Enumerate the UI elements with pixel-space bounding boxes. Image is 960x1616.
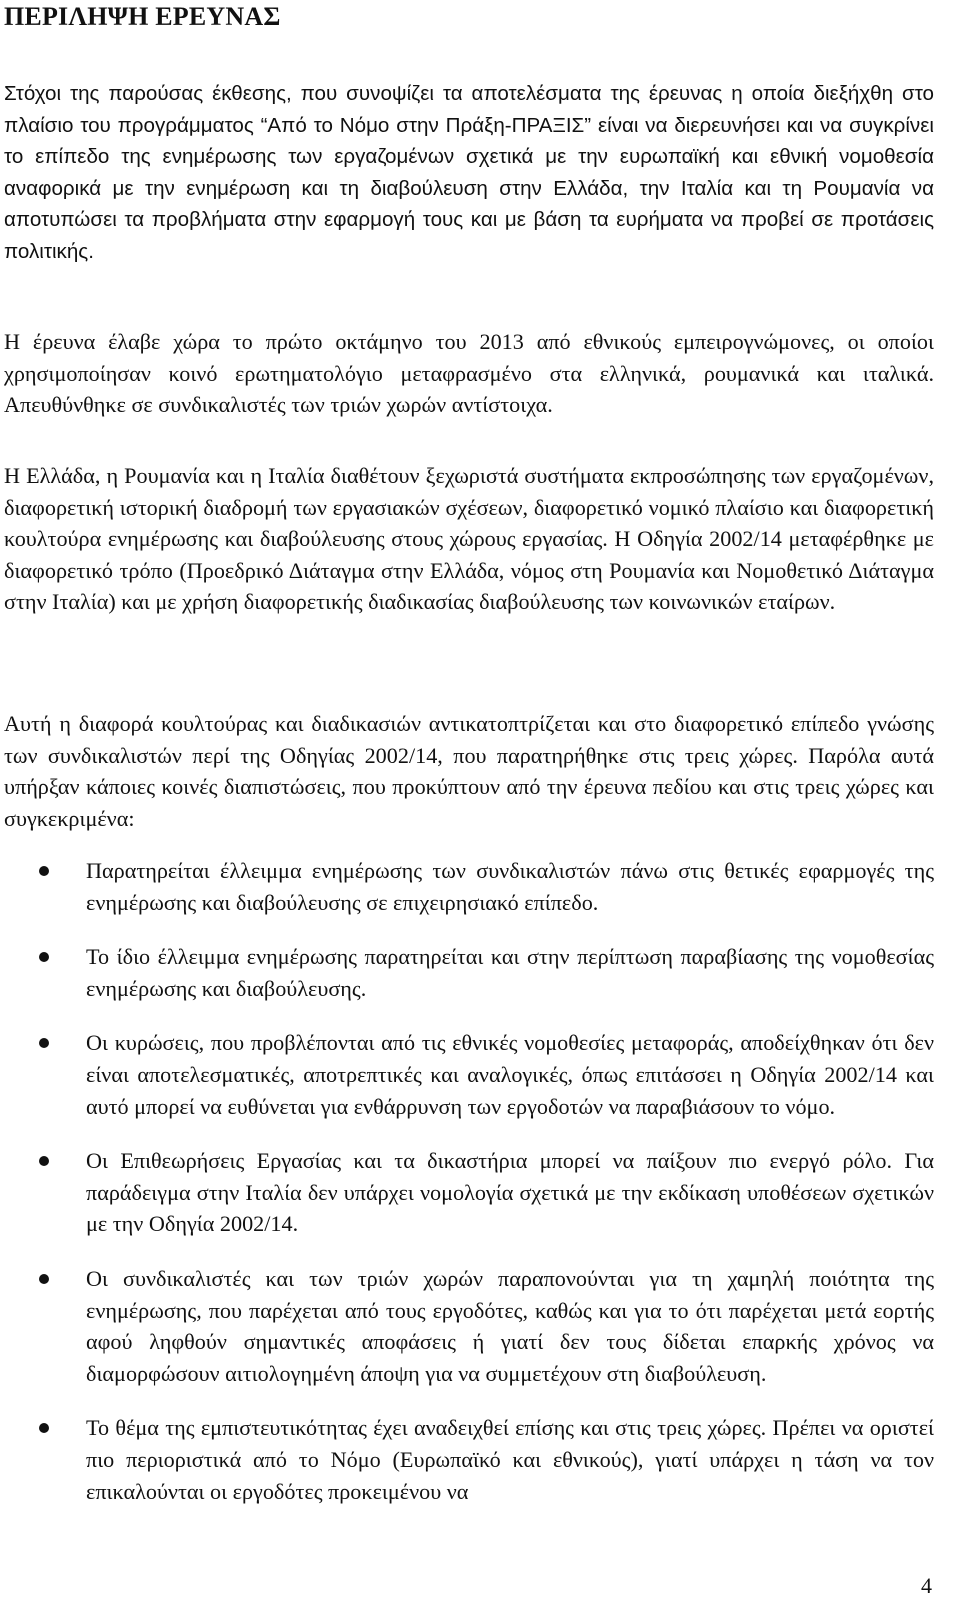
paragraph-objectives: Στόχοι της παρούσας έκθεσης, που συνοψίζει τα αποτελέσματα της έρευνας η οποία διεξήχθη στο πλαίσιο του προγράμματος “Από το Νόμο στην Πράξη-ΠΡΑΞΙΣ” είναι να διερευνήσει και να συγκρίνει το επίπεδο της ενημέρωσης των εργαζομένων σχετικά με την ευρωπαϊκή και εθνική νομοθεσία αναφορικά με την ενημέρωση και τη διαβούλευση στην Ελλάδα, την Ιταλία και τη Ρουμανία να αποτυπώσει τα προβλήματα στην εφαρμογή τους και με βάση τα ευρήματα να προβεί σε προτάσεις πολιτικής.	[4, 82, 934, 263]
list-item-text: Οι συνδικαλιστές και των τριών χωρών παραπονούνται για τη χαμηλή ποιότητα της ενημέρωσης, που παρέχεται από τους εργοδότες, καθώς και για το ότι παρέχεται μετά εορτής αφού ληφθούν σημαντικές αποφάσεις ή γιατί δεν τους δίδεται επαρκής χρόνος να διαμορφώσουν αιτιολογημένη άποψη για να συμμετέχουν στη διαβούλευση.	[86, 1265, 934, 1386]
list-item	[4, 941, 934, 1004]
bullet-icon	[39, 1156, 49, 1166]
bullet-icon	[39, 1038, 49, 1048]
list-item	[4, 1145, 934, 1240]
paragraph-methodology: Η έρευνα έλαβε χώρα το πρώτο οκτάμηνο του 2013 από εθνικούς εμπειρογνώμονες, οι οποίοι χρησιμοποίησαν κοινό ερωτηματολόγιο μεταφρασμένο στα ελληνικά, ρουμανικά και ιταλικά. Απευθύνθηκε σε συνδικαλιστές των τριών χωρών αντίστοιχα.	[4, 329, 934, 418]
list-item	[4, 1263, 934, 1389]
list-item	[4, 1412, 934, 1507]
bullet-icon	[39, 1423, 49, 1433]
paragraph-countries: Η Ελλάδα, η Ρουμανία και η Ιταλία διαθέτουν ξεχωριστά συστήματα εκπροσώπησης των εργαζομένων, διαφορετική ιστορική διαδρομή των εργασιακών σχέσεων, διαφορετικό νομικό πλαίσιο και διαφορετική κουλτούρα ενημέρωσης και διαβούλευσης στους χώρους εργασίας. Η Οδηγία 2002/14 μεταφέρθηκε με διαφορετικό τρόπο (Προεδρικό Διάταγμα στην Ελλάδα, νόμος στη Ρουμανία και Νομοθετικό Διάταγμα στην Ιταλία) και με χρήση διαφορετικής διαδικασίας διαβούλευσης των κοινωνικών εταίρων.	[4, 463, 934, 615]
list-item-text: Παρατηρείται έλλειμμα ενημέρωσης των συνδικαλιστών πάνω στις θετικές εφαρμογές της ενημέρωσης και διαβούλευσης σε επιχειρησιακό επίπεδο.	[86, 858, 934, 915]
page-number: 4	[921, 1573, 932, 1598]
list-item	[4, 855, 934, 918]
bullet-icon	[39, 952, 49, 962]
bullet-icon	[39, 1274, 49, 1284]
list-item-text: Το θέμα της εμπιστευτικότητας έχει αναδειχθεί επίσης και στις τρεις χώρες. Πρέπει να οριστεί πιο περιοριστικά από το Νόμο (Ευρωπαϊκό και εθνικούς), γιατί υπάρχει η τάση να τον επικαλούνται οι εργοδότες προκειμένου να	[86, 1415, 934, 1504]
findings-list	[4, 855, 934, 1530]
list-item-text: Οι Επιθεωρήσεις Εργασίας και τα δικαστήρια μπορεί να παίξουν πιο ενεργό ρόλο. Για παράδειγμα στην Ιταλία δεν υπάρχει νομολογία σχετικά με την εκδίκαση υποθέσεων σχετικών με την Οδηγία 2002/14.	[86, 1148, 934, 1237]
list-item	[4, 1027, 934, 1122]
list-item-text: Το ίδιο έλλειμμα ενημέρωσης παρατηρείται και στην περίπτωση παραβίασης της νομοθεσίας ενημέρωσης και διαβούλευσης.	[86, 944, 934, 1001]
bullet-icon	[39, 866, 49, 876]
document-page	[4, 0, 934, 1504]
paragraph-findings-intro: Αυτή η διαφορά κουλτούρας και διαδικασιών αντικατοπτρίζεται και στο διαφορετικό επίπεδο γνώσης των συνδικαλιστών περί της Οδηγίας 2002/14, που παρατηρήθηκε στις τρεις χώρες. Παρόλα αυτά υπήρξαν κάποιες κοινές διαπιστώσεις, που προκύπτουν από την έρευνα πεδίου και στις τρεις χώρες και συγκεκριμένα:	[4, 711, 934, 831]
list-item-text: Οι κυρώσεις, που προβλέπονται από τις εθνικές νομοθεσίες μεταφοράς, αποδείχθηκαν ότι δεν είναι αποτελεσματικές, αποτρεπτικές και αναλογικές, όπως επιτάσσει η Οδηγία 2002/14 και αυτό μπορεί να ευθύνεται για ενθάρρυνση των εργοδοτών να παραβιάσουν το νόμο.	[86, 1030, 934, 1119]
page-title: ΠΕΡΙΛΗΨΗ ΕΡΕΥΝΑΣ	[4, 2, 281, 31]
